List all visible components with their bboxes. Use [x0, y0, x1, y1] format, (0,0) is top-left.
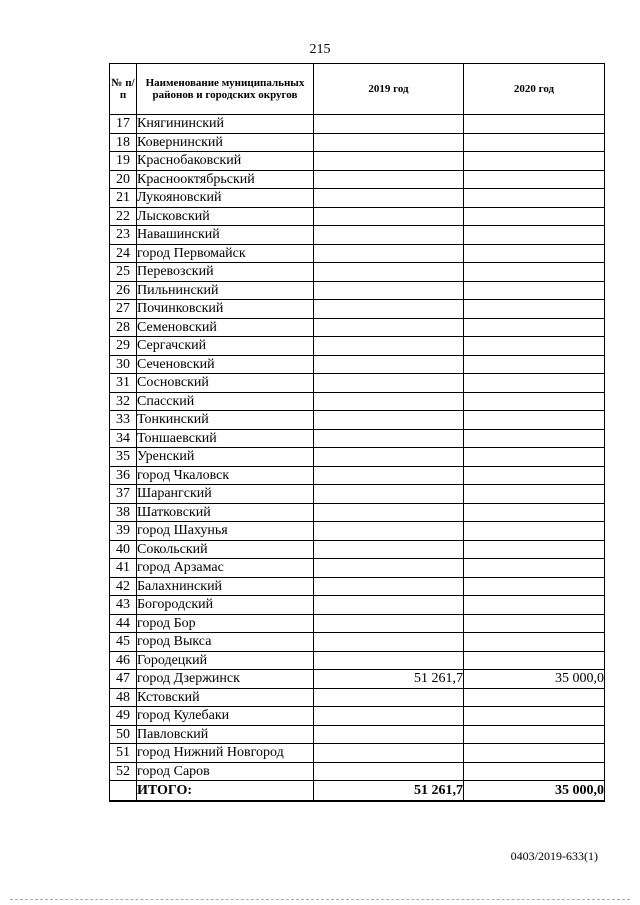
row-value-2020 — [464, 707, 605, 726]
row-number: 23 — [110, 226, 137, 245]
row-name: Княгининский — [137, 115, 314, 134]
row-name: Балахнинский — [137, 577, 314, 596]
total-row — [110, 781, 605, 802]
row-value-2020 — [464, 540, 605, 559]
row-name: Шатковский — [137, 503, 314, 522]
table-row — [110, 448, 605, 467]
total-label: ИТОГО: — [137, 781, 314, 802]
row-value-2019: 51 261,7 — [314, 670, 464, 689]
row-number: 37 — [110, 485, 137, 504]
table-row — [110, 392, 605, 411]
row-value-2020 — [464, 651, 605, 670]
row-name: Краснобаковский — [137, 152, 314, 171]
table-row — [110, 540, 605, 559]
row-name: Починковский — [137, 300, 314, 319]
table-row — [110, 226, 605, 245]
row-value-2019 — [314, 540, 464, 559]
table-row — [110, 559, 605, 578]
table-row — [110, 115, 605, 134]
row-name: Шарангский — [137, 485, 314, 504]
row-value-2020 — [464, 374, 605, 393]
row-number: 17 — [110, 115, 137, 134]
row-number: 44 — [110, 614, 137, 633]
row-number: 22 — [110, 207, 137, 226]
row-value-2020 — [464, 318, 605, 337]
table-row — [110, 300, 605, 319]
row-value-2019 — [314, 466, 464, 485]
row-number: 41 — [110, 559, 137, 578]
row-number: 26 — [110, 281, 137, 300]
row-name: Сеченовский — [137, 355, 314, 374]
row-value-2019 — [314, 392, 464, 411]
row-value-2020 — [464, 189, 605, 208]
table-row — [110, 762, 605, 781]
row-number: 36 — [110, 466, 137, 485]
table-row — [110, 651, 605, 670]
row-value-2020 — [464, 133, 605, 152]
row-value-2020 — [464, 503, 605, 522]
row-number: 24 — [110, 244, 137, 263]
row-value-2020 — [464, 522, 605, 541]
row-value-2020 — [464, 263, 605, 282]
table-row — [110, 318, 605, 337]
row-value-2020 — [464, 115, 605, 134]
row-value-2019 — [314, 448, 464, 467]
table-row — [110, 503, 605, 522]
row-value-2020 — [464, 281, 605, 300]
row-number: 47 — [110, 670, 137, 689]
row-name: город Первомайск — [137, 244, 314, 263]
total-2019: 51 261,7 — [314, 781, 464, 802]
row-name: Навашинский — [137, 226, 314, 245]
row-name: город Нижний Новгород — [137, 744, 314, 763]
row-number: 50 — [110, 725, 137, 744]
row-value-2019 — [314, 355, 464, 374]
row-name: Сергачский — [137, 337, 314, 356]
row-value-2020 — [464, 429, 605, 448]
row-name: Сокольский — [137, 540, 314, 559]
row-number: 46 — [110, 651, 137, 670]
row-value-2020: 35 000,0 — [464, 670, 605, 689]
row-value-2019 — [314, 337, 464, 356]
row-value-2019 — [314, 300, 464, 319]
row-number: 49 — [110, 707, 137, 726]
row-name: Лысковский — [137, 207, 314, 226]
row-value-2019 — [314, 503, 464, 522]
row-number: 38 — [110, 503, 137, 522]
row-number: 35 — [110, 448, 137, 467]
row-value-2020 — [464, 485, 605, 504]
row-value-2019 — [314, 133, 464, 152]
row-name: Спасский — [137, 392, 314, 411]
row-number: 21 — [110, 189, 137, 208]
table-row — [110, 152, 605, 171]
table-row — [110, 411, 605, 430]
row-number: 29 — [110, 337, 137, 356]
table-row — [110, 485, 605, 504]
row-value-2019 — [314, 226, 464, 245]
row-number: 31 — [110, 374, 137, 393]
row-name: город Саров — [137, 762, 314, 781]
table-row — [110, 466, 605, 485]
row-name: город Чкаловск — [137, 466, 314, 485]
table-row — [110, 577, 605, 596]
row-value-2020 — [464, 411, 605, 430]
row-number: 48 — [110, 688, 137, 707]
row-value-2019 — [314, 263, 464, 282]
table-row — [110, 355, 605, 374]
table-row — [110, 688, 605, 707]
row-name: Пильнинский — [137, 281, 314, 300]
row-name: Сосновский — [137, 374, 314, 393]
total-num-cell — [110, 781, 137, 802]
row-value-2020 — [464, 596, 605, 615]
row-value-2020 — [464, 466, 605, 485]
row-name: Кстовский — [137, 688, 314, 707]
allocation-table — [109, 63, 605, 802]
table-row — [110, 522, 605, 541]
table-row — [110, 207, 605, 226]
table-body — [110, 115, 605, 781]
row-value-2020 — [464, 392, 605, 411]
header-name: Наименование муниципальных районов и городских округов — [137, 64, 314, 115]
table-row — [110, 281, 605, 300]
row-value-2019 — [314, 596, 464, 615]
row-name: город Выкса — [137, 633, 314, 652]
bottom-divider — [10, 899, 630, 900]
row-number: 19 — [110, 152, 137, 171]
total-2020: 35 000,0 — [464, 781, 605, 802]
row-value-2020 — [464, 207, 605, 226]
row-value-2020 — [464, 152, 605, 171]
row-value-2020 — [464, 614, 605, 633]
document-code: 0403/2019-633(1) — [510, 849, 598, 863]
row-value-2019 — [314, 429, 464, 448]
table-row — [110, 614, 605, 633]
page-number: 215 — [309, 42, 331, 57]
row-name: город Шахунья — [137, 522, 314, 541]
header-2020: 2020 год — [464, 64, 605, 115]
header-2019: 2019 год — [314, 64, 464, 115]
row-value-2020 — [464, 337, 605, 356]
row-value-2020 — [464, 559, 605, 578]
table-row — [110, 596, 605, 615]
row-value-2019 — [314, 115, 464, 134]
row-value-2019 — [314, 762, 464, 781]
table-row — [110, 170, 605, 189]
row-value-2019 — [314, 207, 464, 226]
row-value-2019 — [314, 170, 464, 189]
row-number: 33 — [110, 411, 137, 430]
table-row — [110, 429, 605, 448]
row-value-2020 — [464, 300, 605, 319]
row-name: Лукояновский — [137, 189, 314, 208]
row-value-2020 — [464, 744, 605, 763]
row-number: 20 — [110, 170, 137, 189]
row-value-2020 — [464, 244, 605, 263]
row-name: город Дзержинск — [137, 670, 314, 689]
row-name: город Бор — [137, 614, 314, 633]
row-name: Богородский — [137, 596, 314, 615]
row-name: Ковернинский — [137, 133, 314, 152]
row-value-2019 — [314, 688, 464, 707]
row-number: 28 — [110, 318, 137, 337]
row-value-2019 — [314, 577, 464, 596]
row-value-2020 — [464, 170, 605, 189]
row-value-2019 — [314, 633, 464, 652]
table-row — [110, 633, 605, 652]
row-value-2019 — [314, 152, 464, 171]
row-value-2020 — [464, 355, 605, 374]
row-value-2020 — [464, 762, 605, 781]
row-value-2019 — [314, 707, 464, 726]
row-value-2019 — [314, 651, 464, 670]
table-header-row — [110, 64, 605, 115]
table-row — [110, 133, 605, 152]
header-num: № п/п — [110, 64, 137, 115]
row-value-2019 — [314, 744, 464, 763]
row-name: город Кулебаки — [137, 707, 314, 726]
table-row — [110, 374, 605, 393]
row-value-2020 — [464, 688, 605, 707]
row-value-2019 — [314, 244, 464, 263]
row-name: Павловский — [137, 725, 314, 744]
row-value-2019 — [314, 725, 464, 744]
row-value-2019 — [314, 318, 464, 337]
row-name: Уренский — [137, 448, 314, 467]
row-number: 43 — [110, 596, 137, 615]
row-number: 34 — [110, 429, 137, 448]
row-value-2020 — [464, 633, 605, 652]
row-number: 18 — [110, 133, 137, 152]
row-name: Тоншаевский — [137, 429, 314, 448]
table-row — [110, 707, 605, 726]
row-number: 32 — [110, 392, 137, 411]
row-value-2019 — [314, 411, 464, 430]
table-row — [110, 244, 605, 263]
row-value-2019 — [314, 485, 464, 504]
row-value-2020 — [464, 577, 605, 596]
row-name: Семеновский — [137, 318, 314, 337]
row-number: 40 — [110, 540, 137, 559]
row-value-2020 — [464, 448, 605, 467]
row-value-2019 — [314, 522, 464, 541]
row-name: Перевозский — [137, 263, 314, 282]
table-row — [110, 725, 605, 744]
row-name: Городецкий — [137, 651, 314, 670]
row-value-2020 — [464, 725, 605, 744]
row-value-2019 — [314, 559, 464, 578]
row-value-2019 — [314, 374, 464, 393]
table-row — [110, 337, 605, 356]
row-number: 42 — [110, 577, 137, 596]
row-number: 45 — [110, 633, 137, 652]
table-row — [110, 744, 605, 763]
row-value-2019 — [314, 281, 464, 300]
table-row — [110, 263, 605, 282]
row-value-2019 — [314, 614, 464, 633]
row-name: город Арзамас — [137, 559, 314, 578]
row-name: Тонкинский — [137, 411, 314, 430]
row-number: 25 — [110, 263, 137, 282]
row-number: 51 — [110, 744, 137, 763]
table-row — [110, 189, 605, 208]
row-number: 52 — [110, 762, 137, 781]
row-name: Краснооктябрьский — [137, 170, 314, 189]
row-value-2019 — [314, 189, 464, 208]
row-number: 39 — [110, 522, 137, 541]
row-number: 27 — [110, 300, 137, 319]
table-row — [110, 670, 605, 689]
row-value-2020 — [464, 226, 605, 245]
row-number: 30 — [110, 355, 137, 374]
